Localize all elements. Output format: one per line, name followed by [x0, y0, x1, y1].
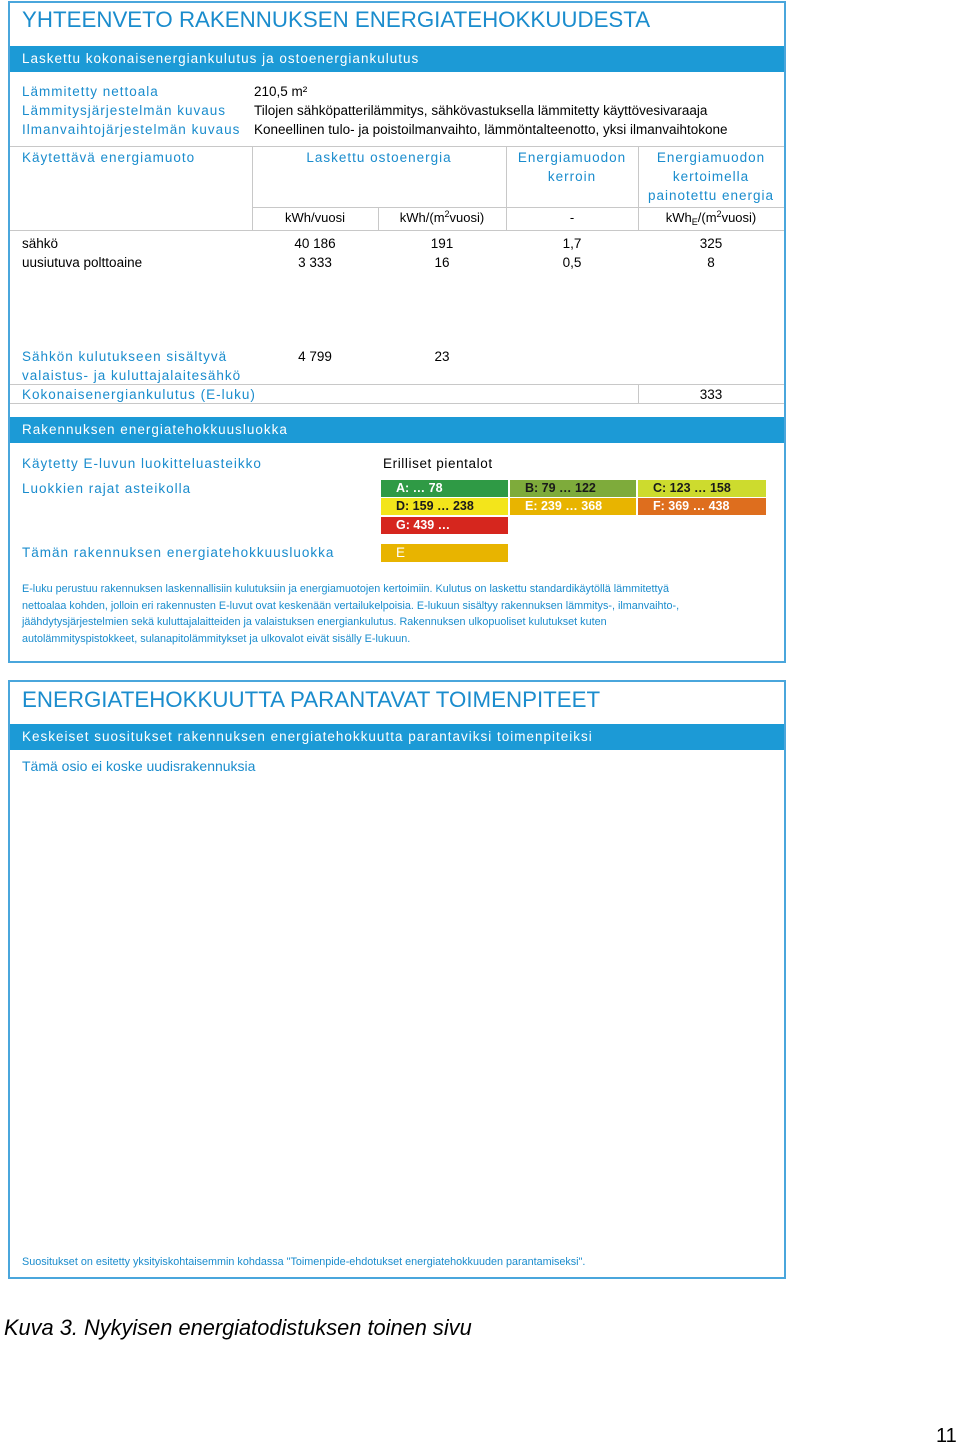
row-per-area: 16 — [434, 255, 450, 270]
e-value-explanation-line: E-luku perustuu rakennuksen laskennallisiin kulutuksiin ja energiamuotojen kertoimiin. Kulutus on laskettu standardikäytöllä lämmitettyä — [22, 583, 669, 595]
recommendations-footnote: Suositukset on esitetty yksityiskohtaisemmin kohdassa "Toimenpide-ehdotukset energiatehokkuuden parantamiseksi". — [22, 1256, 586, 1268]
row-annual: 40 186 — [294, 236, 336, 251]
energy-class-e: E: 239 … 368 — [510, 498, 636, 515]
figure-caption: Kuva 3. Nykyisen energiatodistuksen toinen sivu — [4, 1315, 472, 1340]
recommendations-header-text: Keskeiset suositukset rakennuksen energiatehokkuutta parantaviksi toimenpiteiksi — [22, 729, 593, 744]
header-weighted-energy-line: painotettu energia — [647, 188, 775, 203]
energy-class-g: G: 439 … — [381, 517, 508, 534]
unit-weighted-mid: /(m — [697, 210, 717, 225]
unit-per-area — [378, 209, 506, 228]
info-label-heating-system: Lämmitysjärjestelmän kuvaus — [22, 103, 227, 118]
total-bottom-divider — [10, 403, 784, 404]
info-value-heating-system: Tilojen sähköpatterilämmitys, sähkövastuksella lämmitetty käyttövesivaraaja — [254, 103, 708, 118]
info-value-ventilation-system: Koneellinen tulo- ja poistoilmanvaihto, lämmöntalteenotto, yksi ilmanvaihtokone — [254, 122, 728, 137]
table-units-divider — [252, 207, 784, 208]
summary-title: YHTEENVETO RAKENNUKSEN ENERGIATEHOKKUUDESTA — [22, 7, 651, 32]
row-factor: 0,5 — [562, 255, 582, 270]
energy-class-d: D: 159 … 238 — [381, 498, 508, 515]
total-energy-label: Kokonaisenergiankulutus (E-luku) — [22, 387, 256, 402]
table-top-divider — [10, 146, 784, 147]
header-energy-factor-line: kerroin — [547, 169, 597, 184]
row-annual: 3 333 — [298, 255, 332, 270]
unit-per-area-base: kWh/(m — [399, 210, 445, 225]
lighting-electricity-label — [22, 347, 241, 385]
energy-class-header-text: Rakennuksen energiatehokkuusluokka — [22, 422, 288, 437]
header-weighted-energy-line: kertoimella — [672, 169, 750, 184]
building-class-badge: E — [381, 544, 508, 562]
e-value-explanation-line: autolämmityspistokkeet, sulanapitolämmitykset ja ulkovalot eivät sisälly E-lukuun. — [22, 632, 411, 645]
energy-class-b: B: 79 … 122 — [510, 480, 636, 497]
e-value-explanation-line: nettoalaa kohden, jolloin eri rakennusten E-luvut ovat keskenään vertailukelpoisia. E-lukuun sisältyy rakennuksen lämmitys-, ilmanvaihto-, — [22, 599, 680, 612]
header-weighted-energy-line: Energiamuodon — [656, 150, 766, 165]
info-label-ventilation-system: Ilmanvaihtojärjestelmän kuvaus — [22, 122, 241, 137]
row-weighted: 325 — [699, 236, 723, 251]
unit-annual: kWh/vuosi — [285, 210, 345, 225]
recommendations-title: ENERGIATEHOKKUUTTA PARANTAVAT TOIMENPITEET — [22, 687, 601, 712]
recommendations-notice: Tämä osio ei koske uudisrakennuksia — [22, 758, 256, 774]
energy-class-header-bar — [10, 417, 784, 443]
recommendations-section — [8, 680, 786, 1279]
unit-weighted-subscript: E — [691, 217, 698, 227]
class-limits-label: Luokkien rajat asteikolla — [22, 481, 192, 496]
consumption-header-bar — [10, 46, 784, 72]
energy-class-f: F: 369 … 438 — [638, 498, 766, 515]
unit-weighted-base: kWh — [665, 210, 692, 225]
lighting-electricity-label-line: Sähkön kulutukseen sisältyvä — [22, 349, 228, 364]
unit-factor: - — [569, 210, 575, 225]
unit-weighted — [638, 209, 784, 228]
info-value-net-area: 210,5 m² — [254, 84, 308, 99]
total-energy-value: 333 — [699, 387, 723, 402]
table-header-bottom-divider — [10, 230, 784, 231]
recommendations-header-bar — [10, 724, 784, 750]
scale-label: Käytetty E-luvun luokitteluasteikko — [22, 456, 262, 471]
unit-per-area-tail: vuosi) — [449, 210, 485, 225]
header-energy-factor-line: Energiamuodon — [517, 150, 627, 165]
scale-value: Erilliset pientalot — [383, 456, 493, 471]
consumption-header-text: Laskettu kokonaisenergiankulutus ja ostoenergiankulutus — [22, 51, 420, 66]
e-value-explanation — [22, 581, 679, 647]
info-label-net-area: Lämmitetty nettoala — [22, 84, 159, 99]
header-energy-factor — [506, 148, 638, 186]
unit-weighted-superscript: 2 — [716, 209, 722, 219]
header-energy-form: Käytettävä energiamuoto — [22, 150, 196, 165]
lighting-electricity-label-line: valaistus- ja kuluttajalaitesähkö — [22, 368, 242, 383]
lighting-electricity-per-area: 23 — [434, 349, 450, 364]
row-weighted: 8 — [707, 255, 715, 270]
row-energy-form: sähkö — [22, 236, 59, 251]
e-value-explanation-line: jäähdytysjärjestelmien sekä kuluttajalaitteiden ja valaistuksen energiankulutus. Rakennuksen ulkopuoliset kulutukset kuten — [22, 616, 607, 629]
row-energy-form: uusiutuva polttoaine — [22, 255, 143, 270]
row-per-area: 191 — [430, 236, 454, 251]
header-purchased-energy: Laskettu ostoenergia — [306, 150, 452, 165]
lighting-electricity-annual: 4 799 — [298, 349, 332, 364]
page-number: 11 — [936, 1425, 957, 1446]
energy-summary-section — [8, 1, 786, 663]
energy-class-c: C: 123 … 158 — [638, 480, 766, 497]
building-class-label: Tämän rakennuksen energiatehokkuusluokka — [22, 545, 335, 560]
row-factor: 1,7 — [562, 236, 582, 251]
header-weighted-energy — [638, 148, 784, 205]
energy-class-a: A: … 78 — [381, 480, 508, 497]
unit-per-area-superscript: 2 — [444, 209, 450, 219]
unit-weighted-tail: vuosi) — [721, 210, 757, 225]
